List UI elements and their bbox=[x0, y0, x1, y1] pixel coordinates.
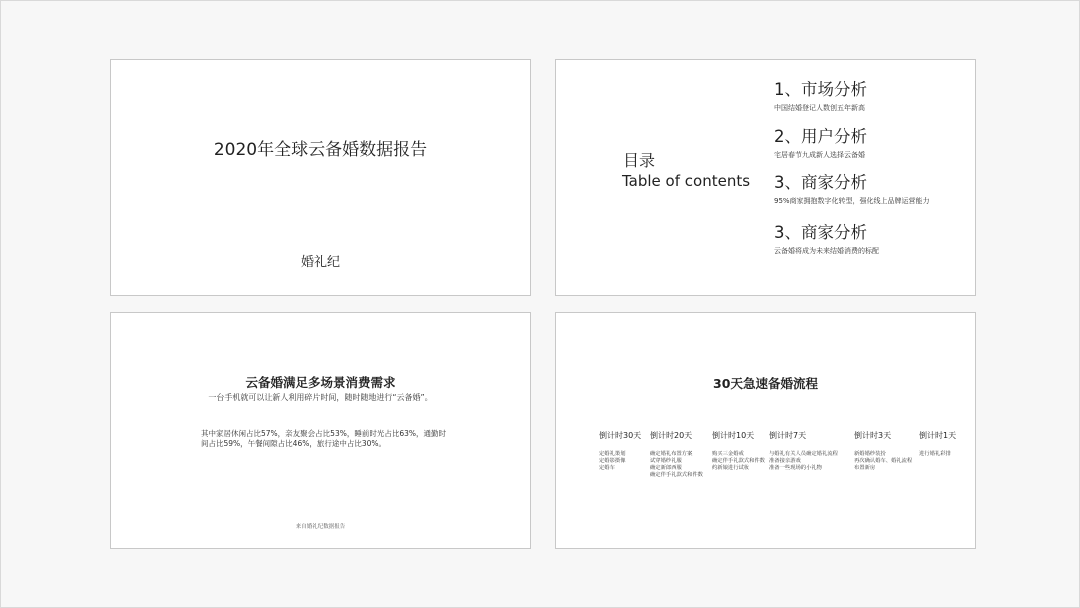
toc-item-heading: 1、市场分析 bbox=[774, 80, 867, 99]
task-item: 定婚影摄像 bbox=[599, 458, 626, 464]
toc-item-desc: 95%商家拥抱数字化转型，强化线上品牌运营能力 bbox=[774, 197, 930, 205]
toc-item-1 bbox=[774, 80, 867, 113]
source-note: 来自婚礼纪数据报告 bbox=[295, 524, 346, 530]
toc-item-4 bbox=[774, 223, 879, 256]
task-item: 进行婚礼彩排 bbox=[919, 451, 951, 457]
toc-item-desc: 宅居春节九成新人选择云备婚 bbox=[774, 151, 865, 159]
task-item: 试穿婚纱礼服 bbox=[650, 458, 682, 464]
toc-item-desc: 云备婚将成为未来结婚消费的标配 bbox=[774, 247, 879, 255]
task-item: 确定伴手礼款式和件数 bbox=[712, 458, 765, 464]
countdown-label: 倒计时30天 bbox=[599, 431, 642, 440]
cover-title: 2020年全球云备婚数据报告 bbox=[213, 140, 428, 160]
toc-item-heading: 2、用户分析 bbox=[774, 127, 867, 146]
toc-item-desc: 中国结婚登记人数创五年新高 bbox=[774, 104, 865, 112]
slide-heading: 云备婚满足多场景消费需求 bbox=[245, 375, 396, 390]
task-list bbox=[650, 451, 703, 479]
toc-item-3 bbox=[774, 173, 930, 206]
task-list bbox=[712, 451, 765, 472]
timeline-column bbox=[769, 430, 838, 472]
task-item: 定婚车 bbox=[599, 465, 615, 471]
task-list bbox=[919, 451, 956, 458]
task-item: 定婚礼策划 bbox=[599, 451, 626, 457]
task-item: 确定婚礼布置方案 bbox=[650, 451, 693, 457]
slide-heading: 30天急速备婚流程 bbox=[713, 376, 818, 391]
slide-subheading: 一台手机就可以让新人利用碎片时间，随时随地进行“云备婚”。 bbox=[208, 393, 433, 402]
task-item: 布置新房 bbox=[854, 465, 876, 471]
task-item: 确定伴手礼款式和件数 bbox=[650, 472, 703, 478]
task-item: 再次确认婚车、婚礼流程 bbox=[854, 458, 913, 464]
toc-title-en: Table of contents bbox=[622, 172, 751, 190]
task-item: 准备接亲游戏 bbox=[769, 458, 801, 464]
timeline-column bbox=[919, 430, 956, 458]
task-list bbox=[599, 451, 641, 472]
countdown-label: 倒计时10天 bbox=[712, 431, 755, 440]
task-item: 准备一些现场的小礼物 bbox=[769, 465, 822, 471]
task-list bbox=[769, 451, 838, 472]
slide-body-text: 其中家居休闲占比57%，亲友聚会占比53%，睡前时光占比63%，通勤时间占比59%，午餐间隙占比46%，旅行途中占比30%。 bbox=[201, 429, 447, 448]
countdown-label: 倒计时1天 bbox=[919, 431, 957, 440]
task-item: 确定新郎西服 bbox=[650, 465, 682, 471]
cover-brand: 婚礼纪 bbox=[300, 255, 340, 270]
task-item: 与婚礼有关人员确定婚礼流程 bbox=[769, 451, 838, 457]
timeline-column bbox=[650, 430, 703, 479]
timeline-column bbox=[854, 430, 912, 472]
countdown-label: 倒计时20天 bbox=[650, 431, 693, 440]
toc-item-heading: 3、商家分析 bbox=[774, 223, 867, 242]
toc-title-cn: 目录 bbox=[623, 151, 656, 170]
task-item: 新婚婚纱装扮 bbox=[854, 451, 886, 457]
timeline-column bbox=[599, 430, 641, 472]
task-item: 约新娘进行试妆 bbox=[712, 465, 750, 471]
slide-scenarios[interactable] bbox=[110, 312, 531, 549]
toc-item-2 bbox=[774, 127, 867, 160]
timeline-column bbox=[712, 430, 765, 472]
toc-item-heading: 3、商家分析 bbox=[774, 173, 867, 192]
task-item: 购买三金婚戒 bbox=[712, 451, 744, 457]
task-list bbox=[854, 451, 912, 472]
slide-cover[interactable] bbox=[110, 59, 531, 296]
countdown-label: 倒计时3天 bbox=[854, 431, 892, 440]
countdown-label: 倒计时7天 bbox=[769, 431, 807, 440]
slide-contents[interactable] bbox=[555, 59, 976, 296]
slide-timeline[interactable] bbox=[555, 312, 976, 549]
